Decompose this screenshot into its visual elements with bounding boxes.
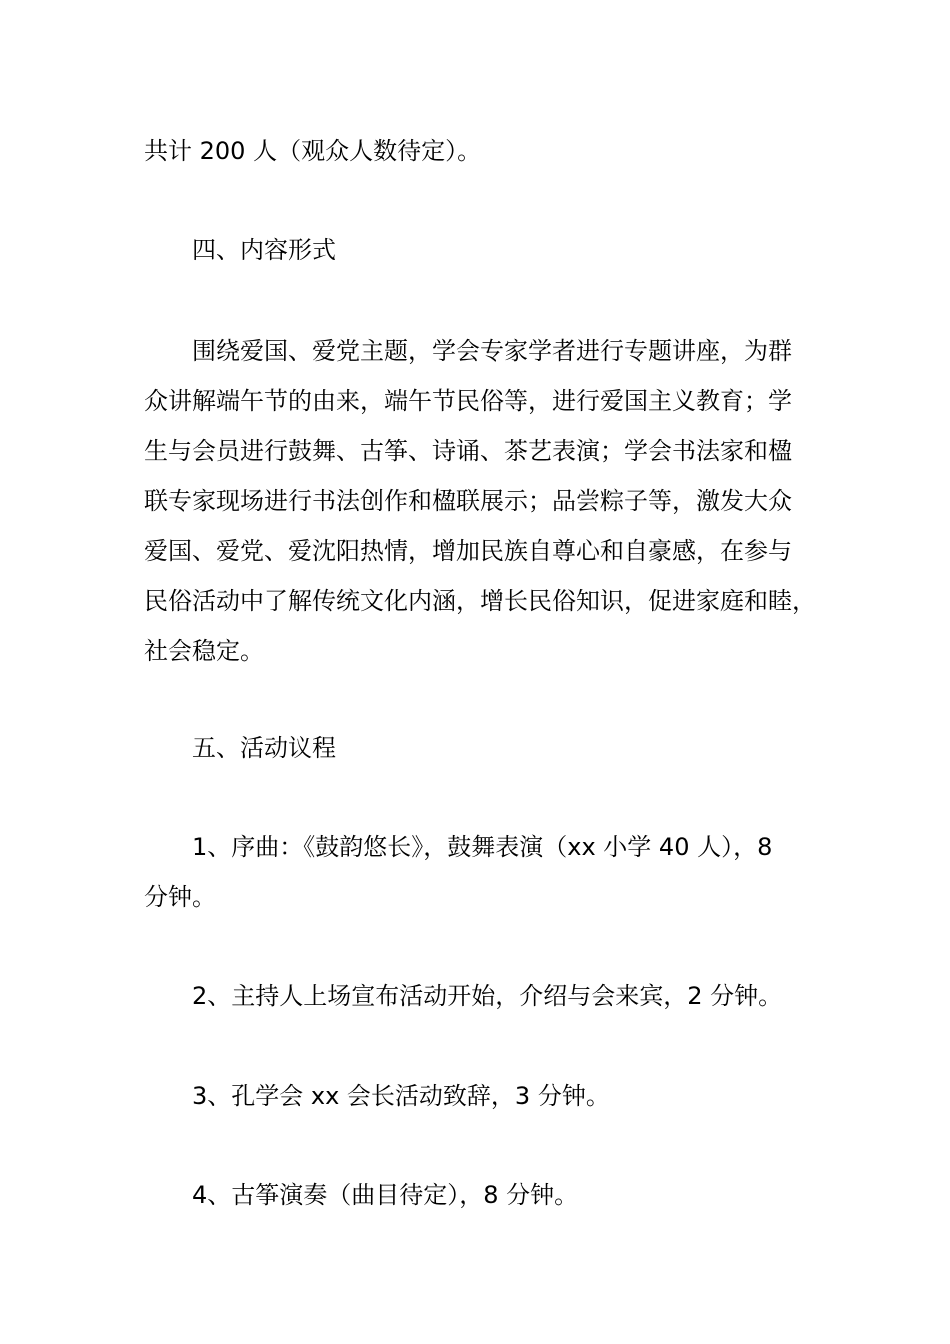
paragraph-content (144, 326, 834, 676)
heading-agenda: 五、活动议程 (192, 734, 336, 762)
agenda-item-4: 4、古筝演奏（曲目待定），8 分钟。 (192, 1181, 579, 1209)
heading-content-form: 四、内容形式 (192, 236, 336, 264)
paragraph-line: 民俗活动中了解传统文化内涵，增长民俗知识，促进家庭和睦， (144, 587, 816, 615)
paragraph-line: 联专家现场进行书法创作和楹联展示；品尝粽子等，激发大众 (144, 487, 792, 515)
agenda-line: 1、序曲：《鼓韵悠长》，鼓舞表演（xx 小学 40 人），8 (192, 833, 773, 861)
paragraph-line: 围绕爱国、爱党主题，学会专家学者进行专题讲座，为群 (192, 337, 792, 365)
paragraph-line: 生与会员进行鼓舞、古筝、诗诵、茶艺表演；学会书法家和楹 (144, 437, 792, 465)
agenda-line: 分钟。 (144, 883, 216, 911)
agenda-item-1 (144, 822, 834, 922)
agenda-item-3: 3、孔学会 xx 会长活动致辞，3 分钟。 (192, 1082, 610, 1110)
text-line-total: 共计 200 人（观众人数待定）。 (144, 137, 482, 165)
paragraph-line: 社会稳定。 (144, 637, 264, 665)
agenda-item-2: 2、主持人上场宣布活动开始，介绍与会来宾，2 分钟。 (192, 982, 783, 1010)
paragraph-line: 爱国、爱党、爱沈阳热情，增加民族自尊心和自豪感，在参与 (144, 537, 792, 565)
paragraph-line: 众讲解端午节的由来，端午节民俗等，进行爱国主义教育；学 (144, 387, 792, 415)
